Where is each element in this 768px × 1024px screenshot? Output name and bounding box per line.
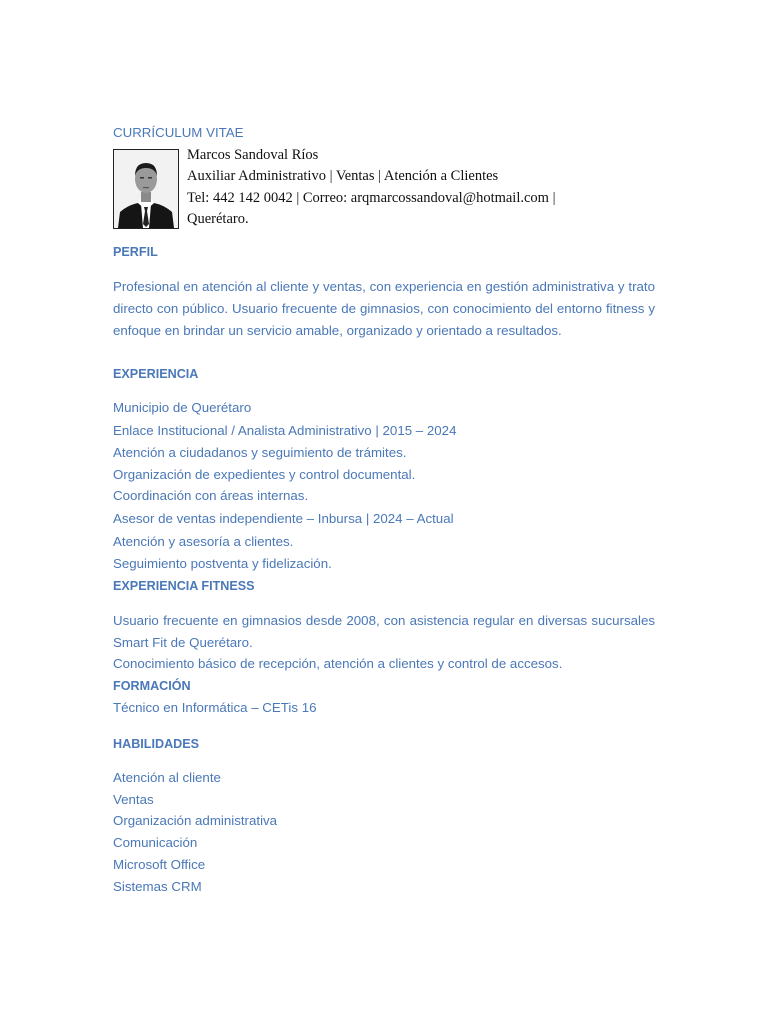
perfil-paragraph: Profesional en atención al cliente y ventas, con experiencia en gestión administrativa y trato directo con público. Usuario frecuente de gimnasios, con conocimiento del entorno fitness y enfoque en brindar un servicio amable, organizado y orientado a resultados. — [113, 279, 655, 338]
skill-item: Ventas — [113, 792, 154, 807]
location: Querétaro. — [187, 210, 249, 227]
contact-header — [187, 145, 607, 230]
section-heading-experiencia: EXPERIENCIA — [113, 367, 199, 381]
experience-line: Atención a ciudadanos y seguimiento de trámites. — [113, 445, 407, 460]
experience-line: Coordinación con áreas internas. — [113, 488, 309, 503]
skill-item: Comunicación — [113, 835, 198, 850]
fitness-paragraph: Usuario frecuente en gimnasios desde 2008, con asistencia regular en diversas sucursales Smart Fit de Querétaro. — [113, 613, 655, 650]
document-title: CURRÍCULUM VITAE — [113, 125, 244, 140]
skill-item: Atención al cliente — [113, 770, 221, 785]
skill-item: Microsoft Office — [113, 857, 206, 872]
section-heading-habilidades: HABILIDADES — [113, 737, 200, 751]
experience-line: Asesor de ventas independiente – Inbursa | 2024 – Actual — [113, 511, 454, 526]
headline: Auxiliar Administrativo | Ventas | Atención a Clientes — [187, 168, 499, 185]
experience-line: Seguimiento postventa y fidelización. — [113, 556, 332, 571]
experience-line: Atención y asesoría a clientes. — [113, 534, 294, 549]
section-heading-formacion: FORMACIÓN — [113, 679, 191, 693]
education-item: Técnico en Informática – CETis 16 — [113, 700, 317, 715]
experience-line: Organización de expedientes y control documental. — [113, 467, 416, 482]
skill-item: Sistemas CRM — [113, 879, 202, 894]
section-heading-fitness: EXPERIENCIA FITNESS — [113, 579, 255, 593]
fitness-line: Conocimiento básico de recepción, atención a clientes y control de accesos. — [113, 656, 563, 671]
skill-item: Organización administrativa — [113, 813, 278, 828]
full-name: Marcos Sandoval Ríos — [187, 147, 319, 163]
experience-line: Municipio de Querétaro — [113, 400, 252, 415]
experience-line: Enlace Institucional / Analista Administrativo | 2015 – 2024 — [113, 423, 457, 438]
contact-line: Tel: 442 142 0042 | Correo: arqmarcossandoval@hotmail.com | — [187, 189, 556, 206]
profile-photo — [113, 149, 179, 229]
section-heading-perfil: PERFIL — [113, 245, 158, 259]
